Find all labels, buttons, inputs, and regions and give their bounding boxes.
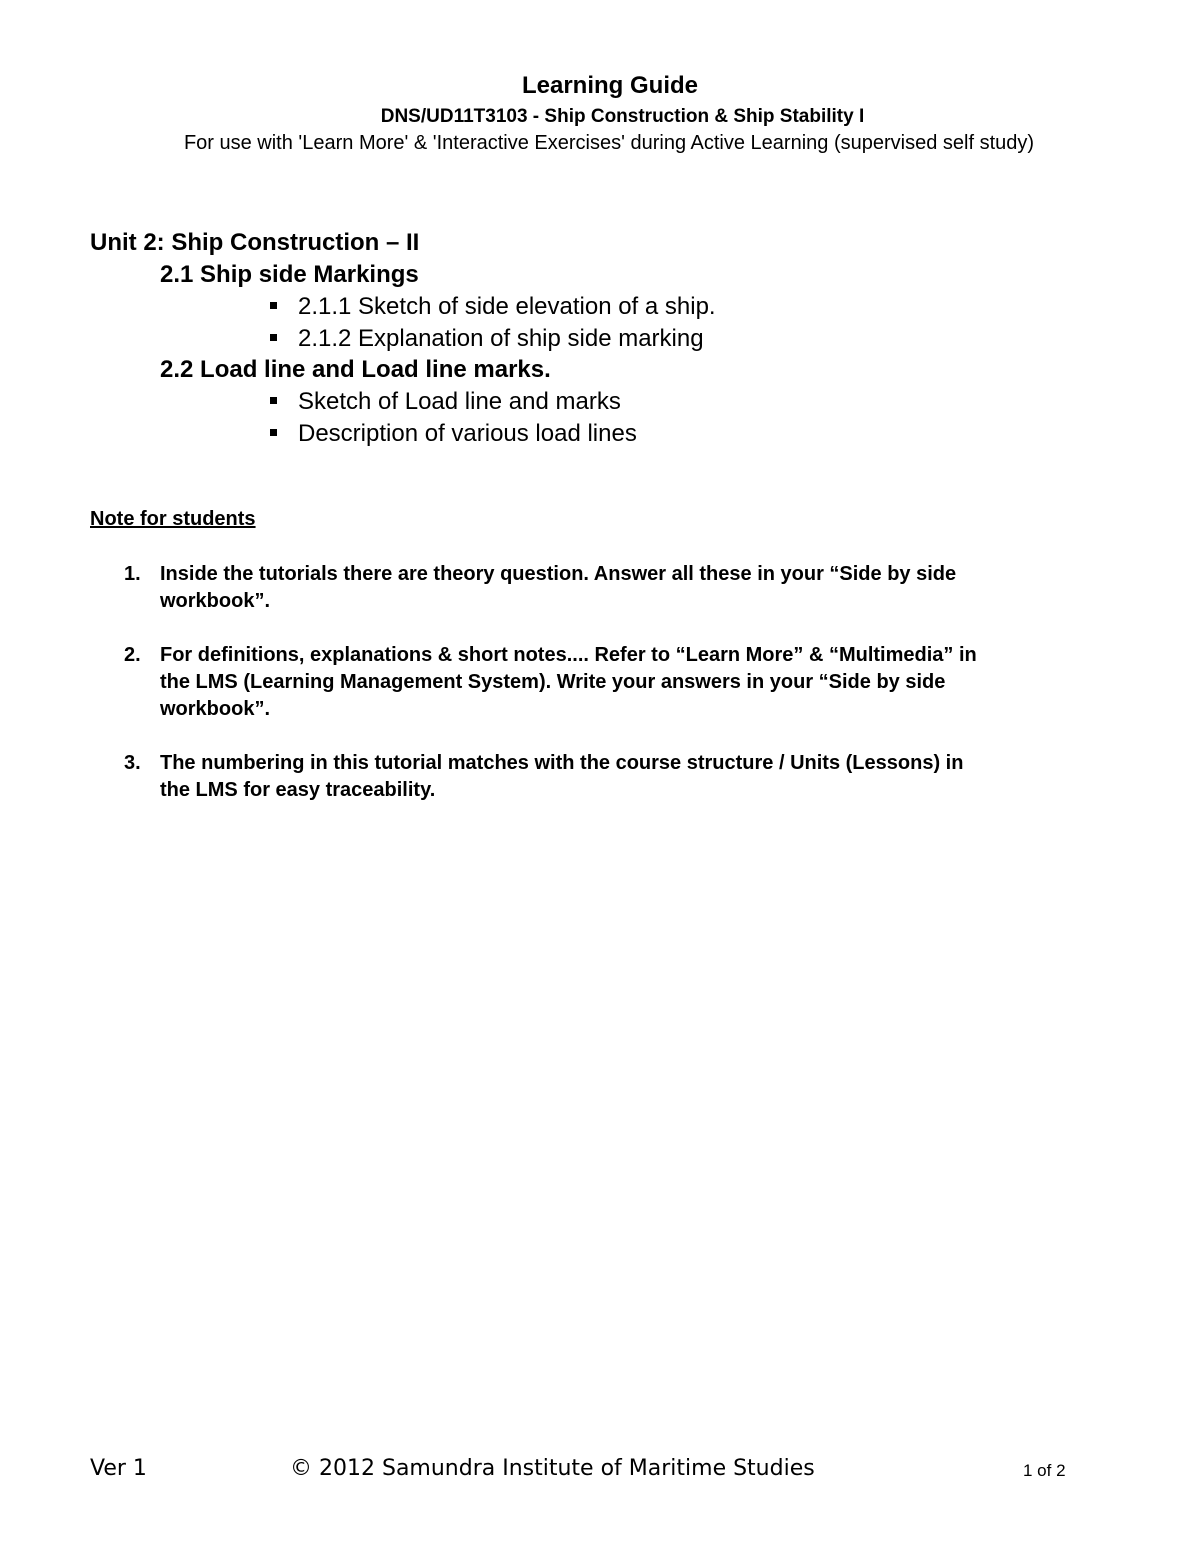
- square-bullet-icon: [270, 397, 277, 404]
- footer-version: Ver 1: [90, 1456, 147, 1481]
- list-item: [270, 292, 716, 322]
- note-line: the LMS for easy traceability.: [160, 779, 436, 801]
- note-line: workbook”.: [160, 590, 271, 612]
- notes-heading: Note for students: [90, 508, 256, 530]
- note-line: workbook”.: [160, 698, 271, 720]
- document-title: Learning Guide: [521, 72, 698, 99]
- course-code-title: DNS/UD11T3103 - Ship Construction & Ship Stability I: [380, 106, 865, 127]
- unit-heading: Unit 2: Ship Construction – II: [90, 229, 420, 256]
- note-line: The numbering in this tutorial matches with the course structure / Units (Lessons) in: [160, 752, 964, 774]
- note-item: [124, 642, 1134, 723]
- footer-page-number: 1 of 2: [1023, 1461, 1066, 1480]
- list-item: [270, 324, 704, 354]
- note-number: 1.: [124, 563, 141, 585]
- note-number: 3.: [124, 752, 141, 774]
- list-item-text: Sketch of Load line and marks: [298, 388, 621, 415]
- square-bullet-icon: [270, 334, 277, 341]
- square-bullet-icon: [270, 429, 277, 436]
- list-item: [270, 419, 637, 449]
- section-heading-2-2: 2.2 Load line and Load line marks.: [160, 356, 551, 383]
- note-text: [160, 750, 1134, 804]
- note-item: [124, 561, 1134, 615]
- note-text: [160, 642, 1134, 723]
- list-item-text: 2.1.1 Sketch of side elevation of a ship.: [298, 293, 716, 320]
- list-item-text: 2.1.2 Explanation of ship side marking: [298, 325, 704, 352]
- note-number: 2.: [124, 644, 141, 666]
- list-item: [270, 387, 621, 417]
- note-text: [160, 561, 1134, 615]
- note-item: [124, 750, 1134, 804]
- square-bullet-icon: [270, 302, 277, 309]
- note-line: Inside the tutorials there are theory question. Answer all these in your “Side by side: [160, 563, 957, 585]
- note-line: the LMS (Learning Management System). Write your answers in your “Side by side: [160, 671, 946, 693]
- list-item-text: Description of various load lines: [298, 420, 637, 447]
- section-heading-2-1: 2.1 Ship side Markings: [160, 261, 419, 288]
- usage-note: For use with 'Learn More' & 'Interactive Exercises' during Active Learning (supervised self study): [183, 132, 1035, 154]
- note-line: For definitions, explanations & short notes.... Refer to “Learn More” & “Multimedia” in: [160, 644, 977, 666]
- footer-copyright: © 2012 Samundra Institute of Maritime Studies: [290, 1456, 815, 1481]
